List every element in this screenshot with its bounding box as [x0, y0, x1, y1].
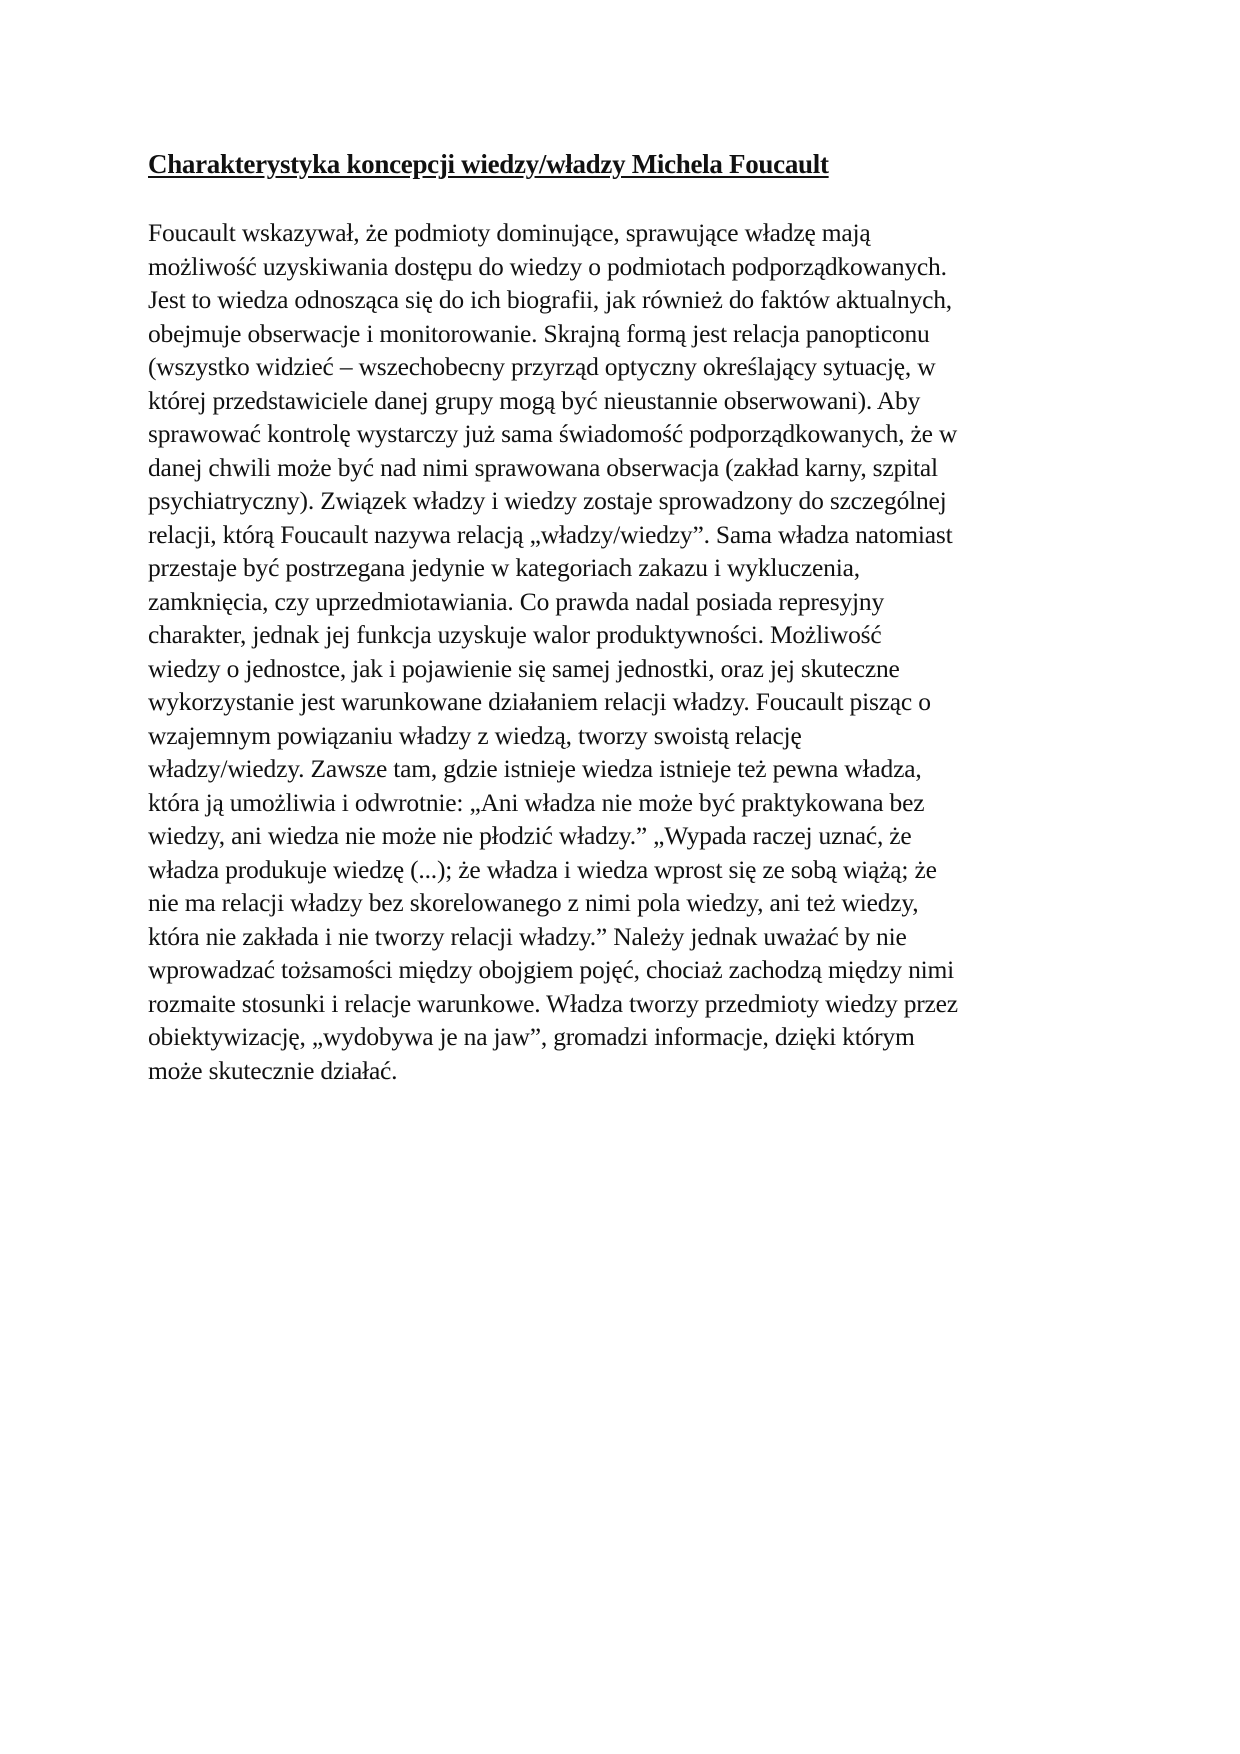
- paragraph-line: przestaje być postrzegana jedynie w kategoriach zakazu i wykluczenia,: [148, 553, 860, 582]
- paragraph-line: Jest to wiedza odnosząca się do ich biografii, jak również do faktów aktualnych,: [148, 285, 952, 314]
- paragraph-line: psychiatryczny). Związek władzy i wiedzy zostaje sprowadzony do szczególnej: [148, 486, 947, 515]
- paragraph-line: która ją umożliwia i odwrotnie: „Ani władza nie może być praktykowana bez: [148, 787, 925, 817]
- paragraph-line: możliwość uzyskiwania dostępu do wiedzy o podmiotach podporządkowanych.: [148, 251, 947, 281]
- paragraph-line: (wszystko widzieć – wszechobecny przyrząd optyczny określający sytuację, w: [148, 352, 936, 381]
- paragraph-line: relacji, którą Foucault nazywa relacją „władzy/wiedzy”. Sama władza natomiast: [148, 519, 953, 549]
- document-title: Charakterystyka koncepcji wiedzy/władzy Michela Foucault: [148, 149, 829, 179]
- paragraph-line: wprowadzać tożsamości między obojgiem pojęć, chociaż zachodzą między nimi: [148, 955, 955, 984]
- paragraph-line: nie ma relacji władzy bez skorelowanego z nimi pola wiedzy, ani też wiedzy,: [148, 888, 919, 917]
- paragraph-line: charakter, jednak jej funkcja uzyskuje walor produktywności. Możliwość: [148, 620, 882, 649]
- paragraph-line: wzajemnym powiązaniu władzy z wiedzą, tworzy swoistą relację: [148, 720, 802, 750]
- paragraph-line: wykorzystanie jest warunkowane działaniem relacji władzy. Foucault pisząc o: [148, 687, 931, 716]
- paragraph-line: władza produkuje wiedzę (...); że władza i wiedza wprost się ze sobą wiążą; że: [148, 854, 937, 884]
- paragraph-line: może skutecznie działać.: [148, 1055, 398, 1085]
- paragraph-line: sprawować kontrolę wystarczy już sama świadomość podporządkowanych, że w: [148, 419, 958, 448]
- paragraph-line: rozmaite stosunki i relacje warunkowe. Władza tworzy przedmioty wiedzy przez: [148, 988, 958, 1018]
- paragraph-line: obejmuje obserwacje i monitorowanie. Skrajną formą jest relacja panopticonu: [148, 318, 930, 348]
- paragraph-line: wiedzy, ani wiedza nie może nie płodzić władzy.” „Wypada raczej uznać, że: [148, 821, 912, 850]
- paragraph-line: której przedstawiciele danej grupy mogą być nieustannie obserwowani). Aby: [148, 385, 921, 415]
- paragraph-line: władzy/wiedzy. Zawsze tam, gdzie istnieje wiedza istnieje też pewna władza,: [148, 754, 922, 783]
- paragraph-line: Foucault wskazywał, że podmioty dominujące, sprawujące władzę mają: [148, 218, 871, 247]
- paragraph-line: zamknięcia, czy uprzedmiotawiania. Co prawda nadal posiada represyjny: [148, 586, 885, 616]
- paragraph-line: wiedzy o jednostce, jak i pojawienie się samej jednostki, oraz jej skuteczne: [148, 653, 900, 683]
- paragraph-line: która nie zakłada i nie tworzy relacji władzy.” Należy jednak uważać by nie: [148, 921, 907, 951]
- document-paragraph: [148, 216, 1108, 1087]
- paragraph-line: danej chwili może być nad nimi sprawowana obserwacja (zakład karny, szpital: [148, 452, 938, 482]
- paragraph-line: obiektywizację, „wydobywa je na jaw”, gromadzi informacje, dzięki którym: [148, 1022, 915, 1051]
